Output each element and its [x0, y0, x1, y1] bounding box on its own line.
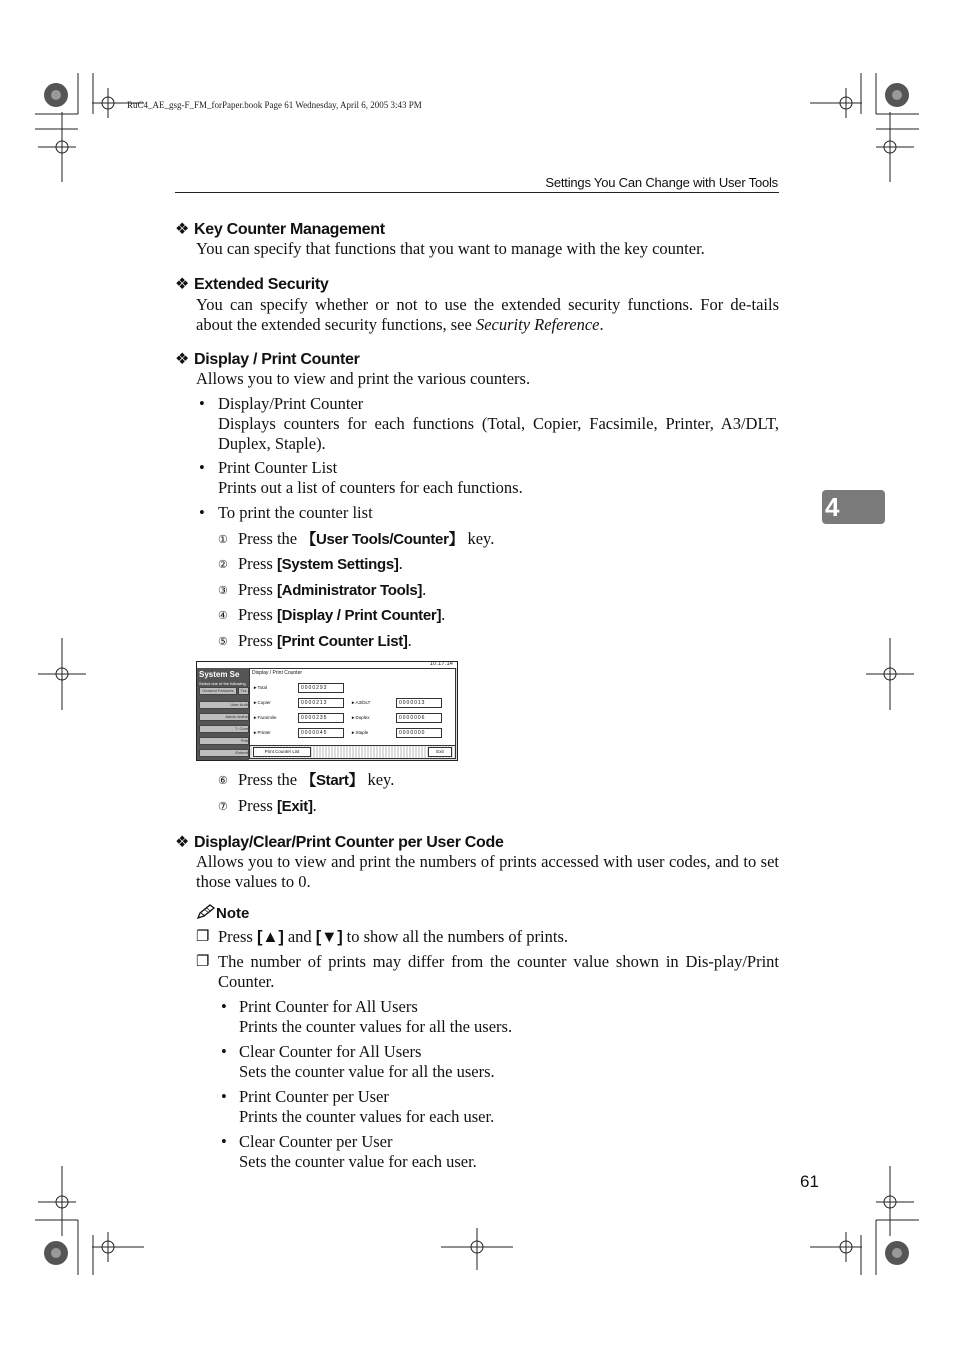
step-2: ② Press [System Settings].	[218, 554, 403, 573]
tab-tray[interactable]: Tra	[238, 687, 249, 695]
section-heading-display-print: ❖ Display / Print Counter	[175, 351, 360, 368]
list-item[interactable]: User Auth	[199, 701, 249, 709]
clock: 10:17:14	[429, 661, 453, 667]
pencil-icon	[196, 904, 216, 920]
chapter-tab: 4	[822, 490, 885, 524]
list-item[interactable]: Prin	[199, 737, 249, 745]
diamond-bullet-icon: ❖	[175, 351, 190, 368]
section-text-key-counter: You can specify that functions that you want to manage with the key counter.	[196, 239, 705, 258]
counter-label: ►Total	[253, 685, 267, 690]
page-number: 61	[800, 1172, 819, 1191]
list-item[interactable]: 7: Com	[199, 725, 249, 733]
step-3: ③ Press [Administrator Tools].	[218, 580, 427, 599]
section-heading-extended-security: ❖ Extended Security	[175, 276, 329, 293]
diamond-bullet-icon: ❖	[175, 276, 190, 293]
control-panel-screenshot	[196, 661, 458, 761]
diamond-bullet-icon: ❖	[175, 221, 190, 238]
header-rule	[175, 192, 779, 193]
pane-title: System Se	[199, 670, 240, 679]
counter-value: 0000293	[298, 683, 344, 693]
section-text-display-print: Allows you to view and print the various counters.	[196, 369, 531, 388]
book-info-line: RuC4_AE_gsg-F_FM_forPaper.book Page 61 Wednesday, April 6, 2005 3:43 PM	[127, 100, 422, 110]
step-5: ⑤ Press [Print Counter List].	[218, 631, 412, 650]
counter-label: ►Staple	[351, 730, 369, 735]
dialog-title: Display / Print Counter	[252, 670, 303, 676]
step-6: ⑥ Press the 【Start】 key.	[218, 770, 395, 789]
checkbox-bullet-icon: ❐	[196, 954, 210, 970]
counter-value: 0000235	[298, 713, 344, 723]
counter-label: ►Duplex	[351, 715, 370, 720]
list-item[interactable]: Admin Authe	[199, 713, 249, 721]
diamond-bullet-icon: ❖	[175, 834, 190, 851]
tab-general-features[interactable]: General Features	[199, 687, 237, 695]
counter-dialog	[249, 668, 456, 759]
counter-label: ►A3/DLT	[351, 700, 371, 705]
exit-button[interactable]: Exit	[428, 747, 452, 757]
counter-value: 0000213	[298, 698, 344, 708]
counter-value: 0000013	[396, 698, 442, 708]
step-1: ① Press the 【User Tools/Counter】 key.	[218, 529, 495, 548]
down-key: [▼]	[315, 928, 343, 946]
running-head: Settings You Can Change with User Tools	[545, 175, 778, 190]
list-item[interactable]: Extend	[199, 749, 249, 757]
print-counter-list-button[interactable]: Print Counter List	[253, 747, 311, 757]
pane-caption: Select one of the following	[199, 681, 246, 686]
counter-value: 0000045	[298, 728, 344, 738]
counter-value: 0000000	[396, 728, 442, 738]
section-heading-key-counter: ❖ Key Counter Management	[175, 221, 385, 238]
counter-label: ►Copier	[253, 700, 271, 705]
up-key: [▲]	[256, 928, 284, 946]
dialog-footer	[250, 745, 455, 758]
step-7: ⑦ Press [Exit].	[218, 796, 317, 815]
section-text-per-user: Allows you to view and print the numbers of prints accessed with user codes, and to set those values to 0.	[196, 852, 779, 891]
counter-value: 0000006	[396, 713, 442, 723]
counter-label: ►Printer	[253, 730, 271, 735]
section-text-extended-security: You can specify whether or not to use the extended security functions. For de-tails about the extended security functions, see Security Reference.	[196, 295, 779, 334]
step-4: ④ Press [Display / Print Counter].	[218, 605, 446, 624]
note-heading: Note	[196, 904, 249, 922]
system-settings-pane	[197, 668, 249, 760]
section-heading-per-user: ❖ Display/Clear/Print Counter per User Code	[175, 834, 504, 851]
checkbox-bullet-icon: ❐	[196, 929, 210, 945]
counter-label: ►Facsimile	[253, 715, 277, 720]
